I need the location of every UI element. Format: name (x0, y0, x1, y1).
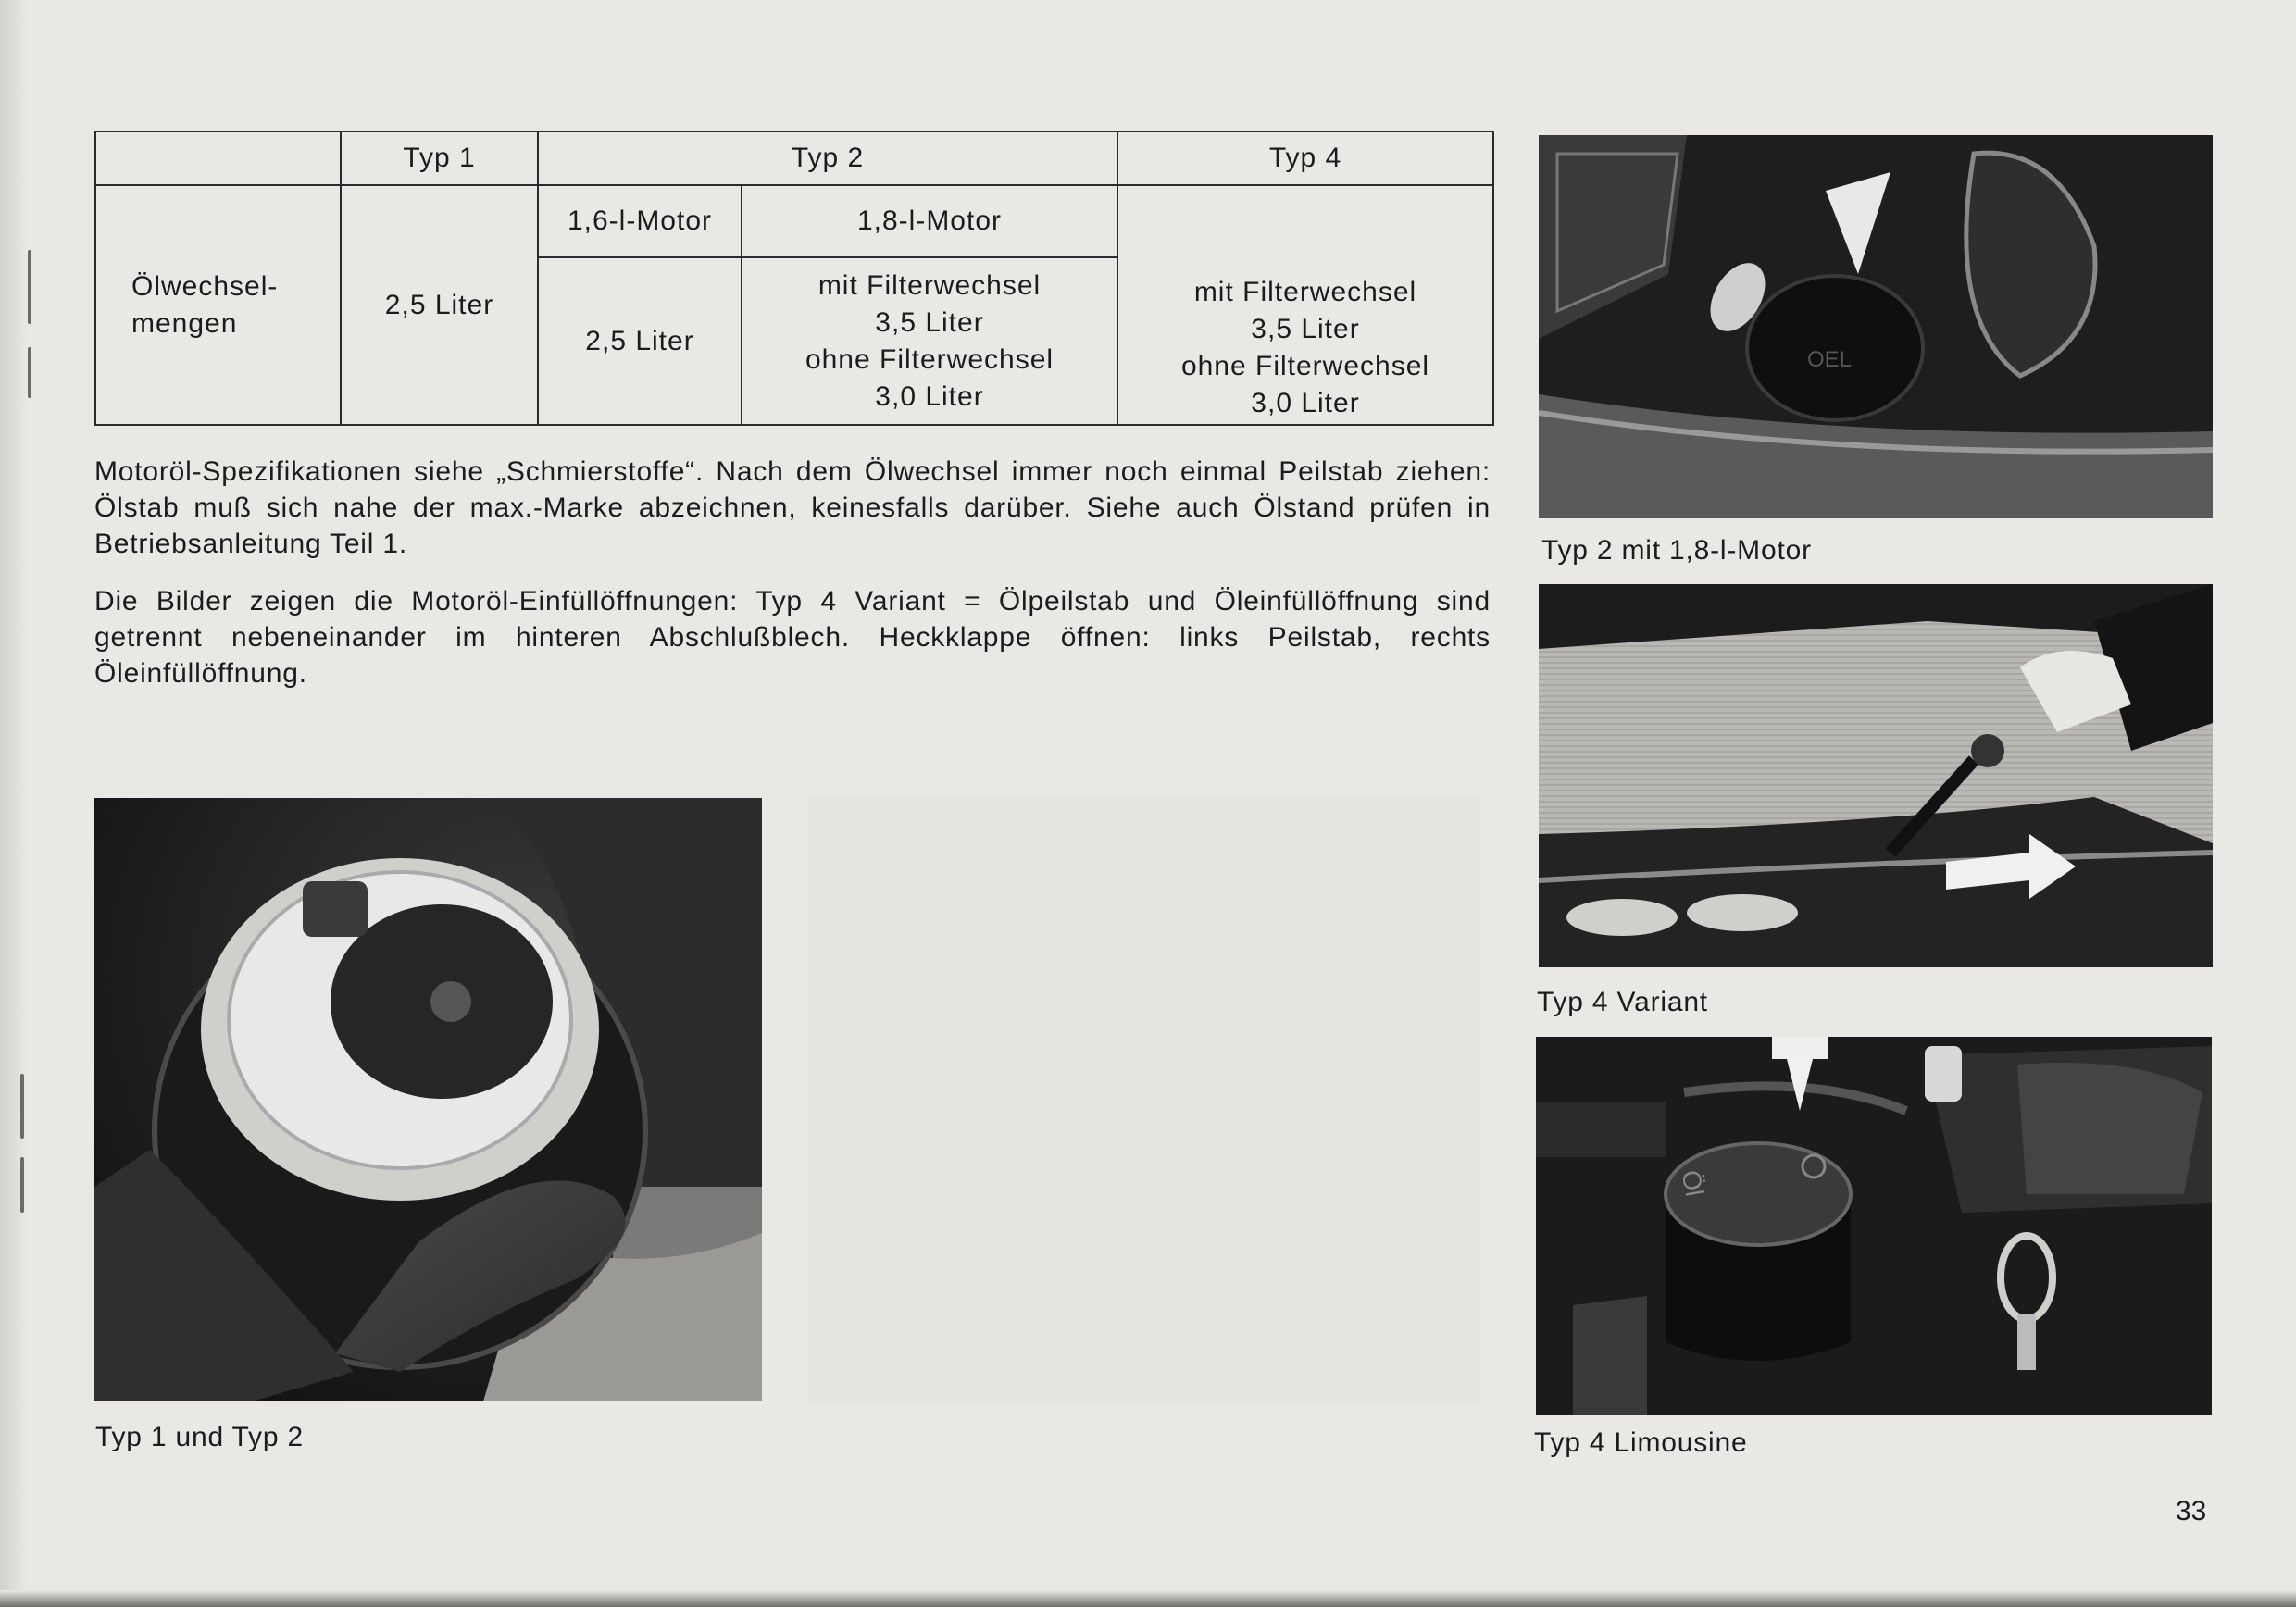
typ4-line2: 3,5 Liter (1251, 314, 1360, 344)
typ1-amount: 2,5 Liter (341, 185, 538, 425)
header-typ2: Typ 2 (538, 131, 1117, 185)
photo-typ4-limousine-graphic (1536, 1037, 2212, 1415)
typ2-16-amount: 2,5 Liter (538, 257, 742, 425)
row-label-line2: mengen (131, 307, 238, 339)
caption-typ1-typ2: Typ 1 und Typ 2 (95, 1422, 304, 1452)
staple-top-lower (28, 347, 31, 398)
subheader-motor-18: 1,8-l-Motor (742, 185, 1117, 257)
header-empty-cell (95, 131, 341, 185)
typ2-18-line4: 3,0 Liter (875, 380, 984, 412)
page-number: 33 (2176, 1496, 2207, 1526)
show-through-region (807, 794, 1481, 1405)
oel-cap-label: OEL (1807, 347, 1853, 372)
staple-top (28, 250, 31, 324)
typ4-amount (1117, 185, 1493, 425)
row-label-line1: Ölwechsel- (131, 270, 279, 302)
page-bottom-edge (0, 1590, 2296, 1607)
staple-bottom-lower (20, 1157, 24, 1213)
header-typ4: Typ 4 (1117, 131, 1493, 185)
photo-typ1-typ2-graphic (94, 798, 762, 1401)
typ4-line1: mit Filterwechsel (1193, 277, 1417, 307)
paragraph-motor-oil-spec: Motoröl-Spezifikationen siehe „Schmierstoffe“. Nach dem Ölwechsel immer noch einmal Peilstab ziehen: Ölstab muß sich nahe der max.-Marke abzeichnen, keinesfalls darüber. Siehe auch Ölstand prüfen in Betriebsanleitung Teil 1. (94, 456, 1491, 559)
photo-typ4-variant-graphic (1539, 584, 2213, 967)
photo-typ2-18-motor (1539, 135, 2213, 518)
photo-typ4-variant (1539, 584, 2213, 967)
caption-typ4-variant: Typ 4 Variant (1537, 987, 1708, 1017)
subheader-motor-16: 1,6-l-Motor (538, 185, 742, 257)
photo-typ4-limousine (1536, 1037, 2212, 1415)
typ2-18-amount (742, 257, 1117, 425)
typ2-18-line1: mit Filterwechsel (817, 269, 1042, 301)
caption-typ4-limousine: Typ 4 Limousine (1534, 1427, 1748, 1458)
typ4-line3: ohne Filterwechsel (1180, 351, 1430, 381)
caption-typ2-18-motor: Typ 2 mit 1,8-l-Motor (1541, 535, 1812, 566)
oel-cap-label-limousine: Öl (1676, 1167, 1709, 1199)
paragraph-filler-openings: Die Bilder zeigen die Motoröl-Einfüllöffnungen: Typ 4 Variant = Ölpeilstab und Öleinfüllöffnung sind getrennt nebeneinander im hinteren Abschlußblech. Heckklappe öffnen: links Peilstab, rechts Öleinfüllöffnung. (94, 586, 1491, 689)
typ4-line4: 3,0 Liter (1251, 388, 1360, 418)
row-label-oil-change-amounts (95, 185, 341, 425)
header-typ1: Typ 1 (341, 131, 538, 185)
typ2-18-line3: ohne Filterwechsel (805, 343, 1054, 375)
typ2-18-line2: 3,5 Liter (875, 306, 984, 338)
oil-change-table (94, 131, 1494, 426)
staple-bottom (20, 1074, 24, 1139)
photo-typ2-18-graphic (1539, 135, 2213, 518)
page-binding-edge (0, 0, 28, 1607)
photo-typ1-typ2 (94, 798, 762, 1401)
